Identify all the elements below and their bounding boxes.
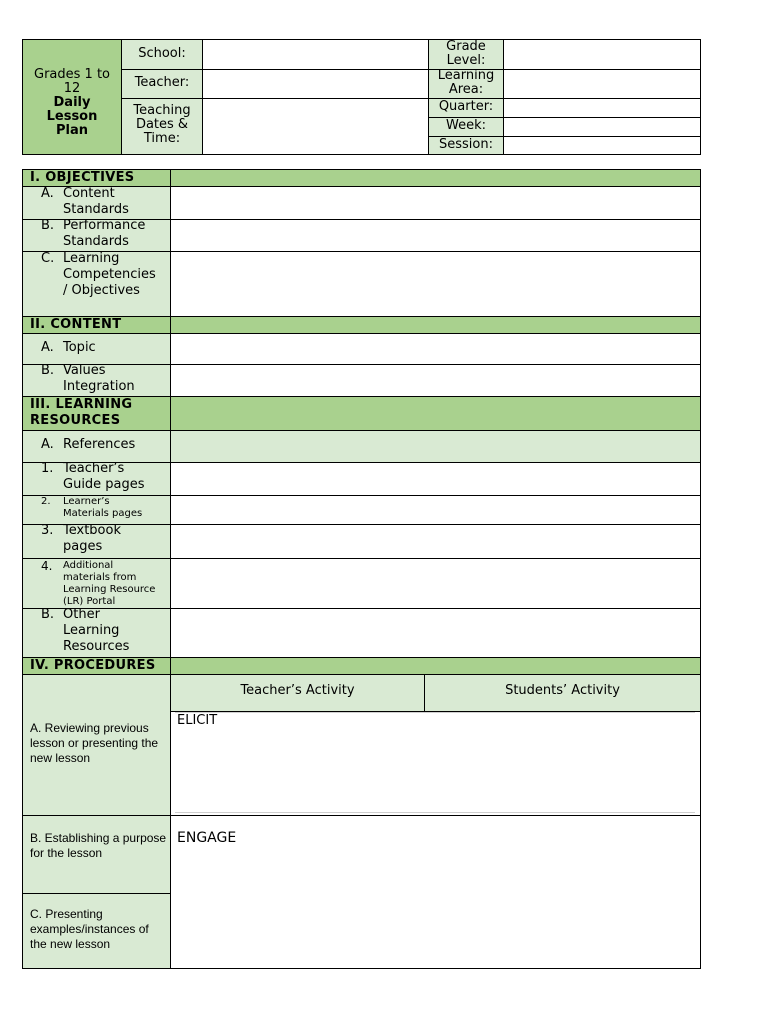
activity-top-rule <box>175 712 695 713</box>
resource-4-text: Additional materials from Learning Resource (LR) Portal <box>63 560 156 607</box>
dlp-title <box>24 68 120 138</box>
resource-b-text: Other Learning Resources <box>63 607 130 654</box>
resource-2 <box>41 496 166 520</box>
dlp-title-line2: Daily Lesson Plan <box>46 95 98 138</box>
objective-c-field[interactable] <box>170 251 701 317</box>
resource-4 <box>41 558 166 608</box>
resource-3-num: 3. <box>41 523 54 538</box>
content-header-fill <box>170 316 701 334</box>
label-session: Session: <box>439 137 493 152</box>
week-field[interactable] <box>503 117 701 137</box>
objective-a-field[interactable] <box>170 186 701 220</box>
objective-a <box>41 186 166 218</box>
resource-1-text: Teacher’s Guide pages <box>63 461 145 492</box>
content-b <box>41 363 166 395</box>
label-school: School: <box>138 46 186 61</box>
objective-c-text: Learning Competencies / Objectives <box>63 251 156 298</box>
objective-b <box>41 218 166 250</box>
school-field[interactable] <box>202 39 429 70</box>
resource-b <box>41 607 166 655</box>
objective-a-text: Content Standards <box>63 186 129 217</box>
references <box>41 437 166 453</box>
resources-title: III. LEARNING RESOURCES <box>30 397 133 428</box>
objective-c <box>41 251 166 299</box>
engage-label: ENGAGE <box>177 830 237 846</box>
resource-3-field[interactable] <box>170 524 701 559</box>
area-field[interactable] <box>503 69 701 99</box>
resource-1-field[interactable] <box>170 462 701 496</box>
resource-1 <box>41 461 166 493</box>
label-quarter: Quarter: <box>438 99 494 114</box>
objective-c-num: C. <box>41 251 55 266</box>
activity-area[interactable] <box>170 711 701 969</box>
resource-2-num: 2. <box>41 496 51 507</box>
label-teacher: Teacher: <box>134 75 190 90</box>
references-fill <box>170 430 701 463</box>
resource-3 <box>41 523 166 555</box>
procedures-title: IV. PROCEDURES <box>30 658 156 673</box>
procedures-header-fill <box>170 657 701 675</box>
content-a <box>41 340 166 356</box>
objective-b-text: Performance Standards <box>63 218 146 249</box>
content-b-num: B. <box>41 363 55 378</box>
resource-4-num: 4. <box>41 559 53 573</box>
elicit-label: ELICIT <box>177 713 218 728</box>
content-a-field[interactable] <box>170 333 701 365</box>
objectives-header-fill <box>170 169 701 187</box>
label-area: Learning Area: <box>437 68 495 97</box>
content-b-field[interactable] <box>170 364 701 397</box>
procedure-c-text: C. Presenting examples/instances of the new lesson <box>30 907 149 951</box>
references-num: A. <box>41 437 54 452</box>
elicit-bottom-rule <box>175 812 695 813</box>
session-field[interactable] <box>503 136 701 155</box>
objective-b-num: B. <box>41 218 55 233</box>
teacher-field[interactable] <box>202 69 429 99</box>
resource-2-field[interactable] <box>170 495 701 525</box>
content-b-text: Values Integration <box>63 363 135 394</box>
label-dates: Teaching Dates & Time: <box>133 103 191 146</box>
label-week: Week: <box>446 118 486 133</box>
references-text: References <box>63 437 136 452</box>
content-a-text: Topic <box>63 340 96 355</box>
procedure-a-text: A. Reviewing previous lesson or presenting the new lesson <box>30 721 159 765</box>
teacher-activity-label: Teacher’s Activity <box>240 683 355 698</box>
procedure-b-text: B. Establishing a purpose for the lesson <box>30 831 167 860</box>
dates-field[interactable] <box>202 98 429 155</box>
elicit-divider <box>171 815 700 816</box>
resource-b-num: B. <box>41 607 55 622</box>
students-activity-label: Students’ Activity <box>505 683 620 698</box>
objectives-title: I. OBJECTIVES <box>30 170 135 185</box>
resource-1-num: 1. <box>41 461 54 476</box>
dlp-title-line1: Grades 1 to 12 <box>34 67 110 96</box>
grade-field[interactable] <box>503 39 701 70</box>
resource-4-field[interactable] <box>170 558 701 609</box>
objective-b-field[interactable] <box>170 219 701 252</box>
resource-b-field[interactable] <box>170 608 701 658</box>
label-grade: Grade Level: <box>446 39 486 68</box>
content-title: II. CONTENT <box>30 317 122 332</box>
resources-header-fill <box>170 396 701 431</box>
quarter-field[interactable] <box>503 98 701 118</box>
resource-2-text: Learner’s Materials pages <box>63 496 143 519</box>
resource-3-text: Textbook pages <box>63 523 121 554</box>
objective-a-num: A. <box>41 186 54 201</box>
content-a-num: A. <box>41 340 54 355</box>
